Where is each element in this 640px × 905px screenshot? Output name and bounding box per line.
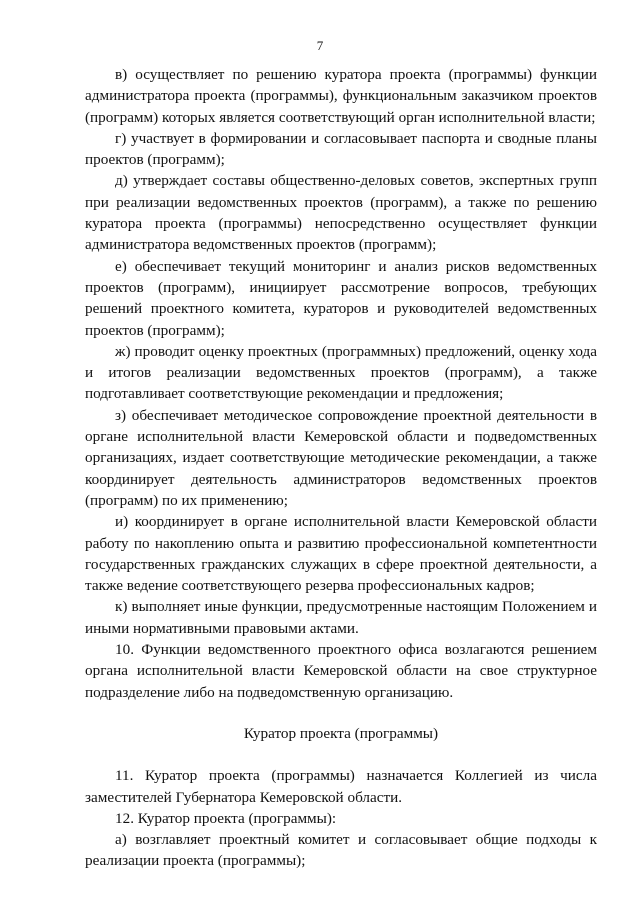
paragraph-a: а) возглавляет проектный комитет и согласовывает общие подходы к реализации проекта (программы); xyxy=(85,831,597,870)
paragraph-v: в) осуществляет по решению куратора проекта (программы) функции администратора проекта (программы), функциональным заказчиком проектов (программ) которых является соответствующий орган исполнительной власти; xyxy=(85,66,597,126)
paragraph-10: 10. Функции ведомственного проектного офиса возлагаются решением органа исполнительной власти Кемеровской области на свое структурное подразделение либо на подведомственную организацию. xyxy=(85,641,597,701)
paragraph-z: з) обеспечивает методическое сопровождение проектной деятельности в органе исполнительной власти Кемеровской области и подведомственных организациях, издает соответствующие методические рекомендации, а также координирует деятельность администраторов ведомственных проектов (программ) по их применению; xyxy=(85,406,597,509)
section-heading: Куратор проекта (программы) xyxy=(243,724,439,742)
paragraph-zh: ж) проводит оценку проектных (программных) предложений, оценку хода и итогов реализации ведомственных проектов (программ), а также подготавливает соответствующие рекомендации и предложения; xyxy=(85,342,597,403)
paragraph-i: и) координирует в органе исполнительной власти Кемеровской области работу по накоплению опыта и развитию профессиональной компетентности государственных гражданских служащих в сфере проектной деятельности, а также ведение соответствующего резерва профессиональных кадров; xyxy=(85,513,597,595)
paragraph-12: 12. Куратор проекта (программы): xyxy=(115,809,337,827)
document-body xyxy=(85,64,597,872)
paragraph-k: к) выполняет иные функции, предусмотренные настоящим Положением и иными нормативными правовыми актами. xyxy=(85,598,597,637)
paragraph-e: е) обеспечивает текущий мониторинг и анализ рисков ведомственных проектов (программ), инициирует рассмотрение вопросов, требующих решений проектного комитета, кураторов и руководителей ведомственных проектов (программ); xyxy=(85,257,597,339)
page-number: 7 xyxy=(316,38,324,53)
paragraph-g: г) участвует в формировании и согласовывает паспорта и сводные планы проектов (программ); xyxy=(85,129,597,169)
paragraph-d: д) утверждает составы общественно-деловых советов, экспертных групп при реализации ведомственных проектов (программ), а также по решению куратора проекта (программы) непосредственно осуществляет функции администратора ведомственных проектов (программ); xyxy=(85,172,597,254)
paragraph-11: 11. Куратор проекта (программы) назначается Коллегией из числа заместителей Губернатора Кемеровской области. xyxy=(85,767,597,806)
